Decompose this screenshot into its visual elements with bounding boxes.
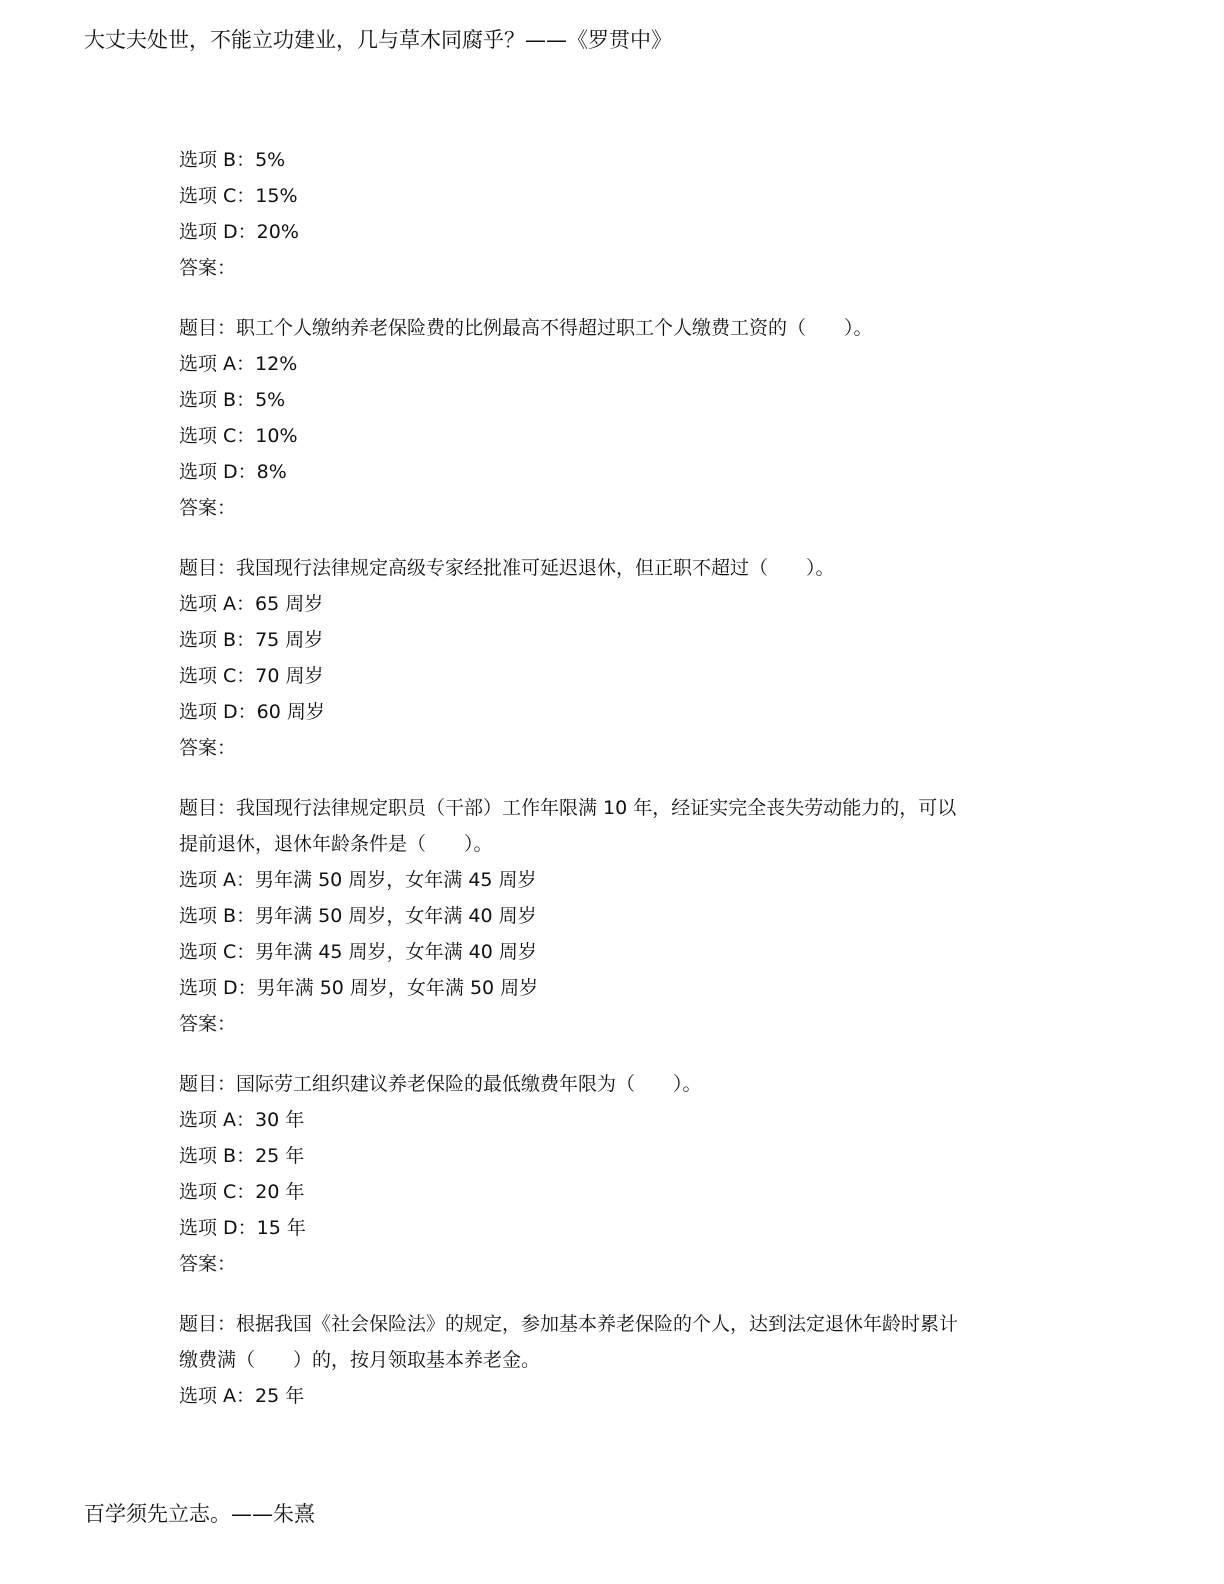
option-c: 选项 C：70 周岁: [179, 665, 324, 687]
continued-question: [179, 142, 1059, 286]
question-4: [179, 1066, 1059, 1282]
question-stem-line-2: 缴费满（ ）的，按月领取基本养老金。: [179, 1349, 541, 1371]
option-b: 选项 B：75 周岁: [179, 629, 324, 651]
question-5: [179, 1306, 1059, 1414]
question-list: [179, 142, 1059, 1414]
header-quote: 大丈夫处世，不能立功建业，几与草木同腐乎？——《罗贯中》: [84, 28, 672, 52]
answer-label: 答案：: [179, 1013, 237, 1035]
option-d: 选项 D：15 年: [179, 1217, 306, 1239]
option-b: 选项 B：5%: [179, 389, 286, 411]
option-a: 选项 A：65 周岁: [179, 593, 324, 615]
answer-label: 答案：: [179, 497, 237, 519]
option-a: 选项 A：男年满 50 周岁，女年满 45 周岁: [179, 869, 537, 891]
option-a: 选项 A：12%: [179, 353, 298, 375]
option-d: 选项 D：60 周岁: [179, 701, 325, 723]
question-1: [179, 310, 1059, 526]
question-3: [179, 790, 1059, 1042]
option-c: 选项 C：15%: [179, 185, 298, 207]
option-c: 选项 C：20 年: [179, 1181, 305, 1203]
option-c: 选项 C：男年满 45 周岁，女年满 40 周岁: [179, 941, 537, 963]
option-b: 选项 B：男年满 50 周岁，女年满 40 周岁: [179, 905, 537, 927]
question-stem-line-1: 题目：根据我国《社会保险法》的规定，参加基本养老保险的个人，达到法定退休年龄时累计: [179, 1313, 959, 1335]
answer-label: 答案：: [179, 737, 237, 759]
answer-label: 答案：: [179, 1253, 237, 1275]
option-c: 选项 C：10%: [179, 425, 298, 447]
question-2: [179, 550, 1059, 766]
option-b: 选项 B：25 年: [179, 1145, 305, 1167]
question-stem-line-1: 题目：我国现行法律规定职员（干部）工作年限满 10 年，经证实完全丧失劳动能力的，可以: [179, 797, 957, 819]
question-stem-line-2: 提前退休，退休年龄条件是（ ）。: [179, 833, 493, 855]
option-d: 选项 D：20%: [179, 221, 299, 243]
question-stem: 题目：国际劳工组织建议养老保险的最低缴费年限为（ ）。: [179, 1073, 702, 1095]
question-stem: 题目：我国现行法律规定高级专家经批准可延迟退休，但正职不超过（ ）。: [179, 557, 835, 579]
answer-label: 答案：: [179, 257, 237, 279]
option-b: 选项 B：5%: [179, 149, 286, 171]
footer-quote: 百学须先立志。——朱熹: [84, 1502, 315, 1526]
option-d: 选项 D：男年满 50 周岁，女年满 50 周岁: [179, 977, 539, 999]
question-stem: 题目：职工个人缴纳养老保险费的比例最高不得超过职工个人缴费工资的（ ）。: [179, 317, 873, 339]
option-d: 选项 D：8%: [179, 461, 287, 483]
option-a: 选项 A：30 年: [179, 1109, 305, 1131]
option-a: 选项 A：25 年: [179, 1385, 305, 1407]
